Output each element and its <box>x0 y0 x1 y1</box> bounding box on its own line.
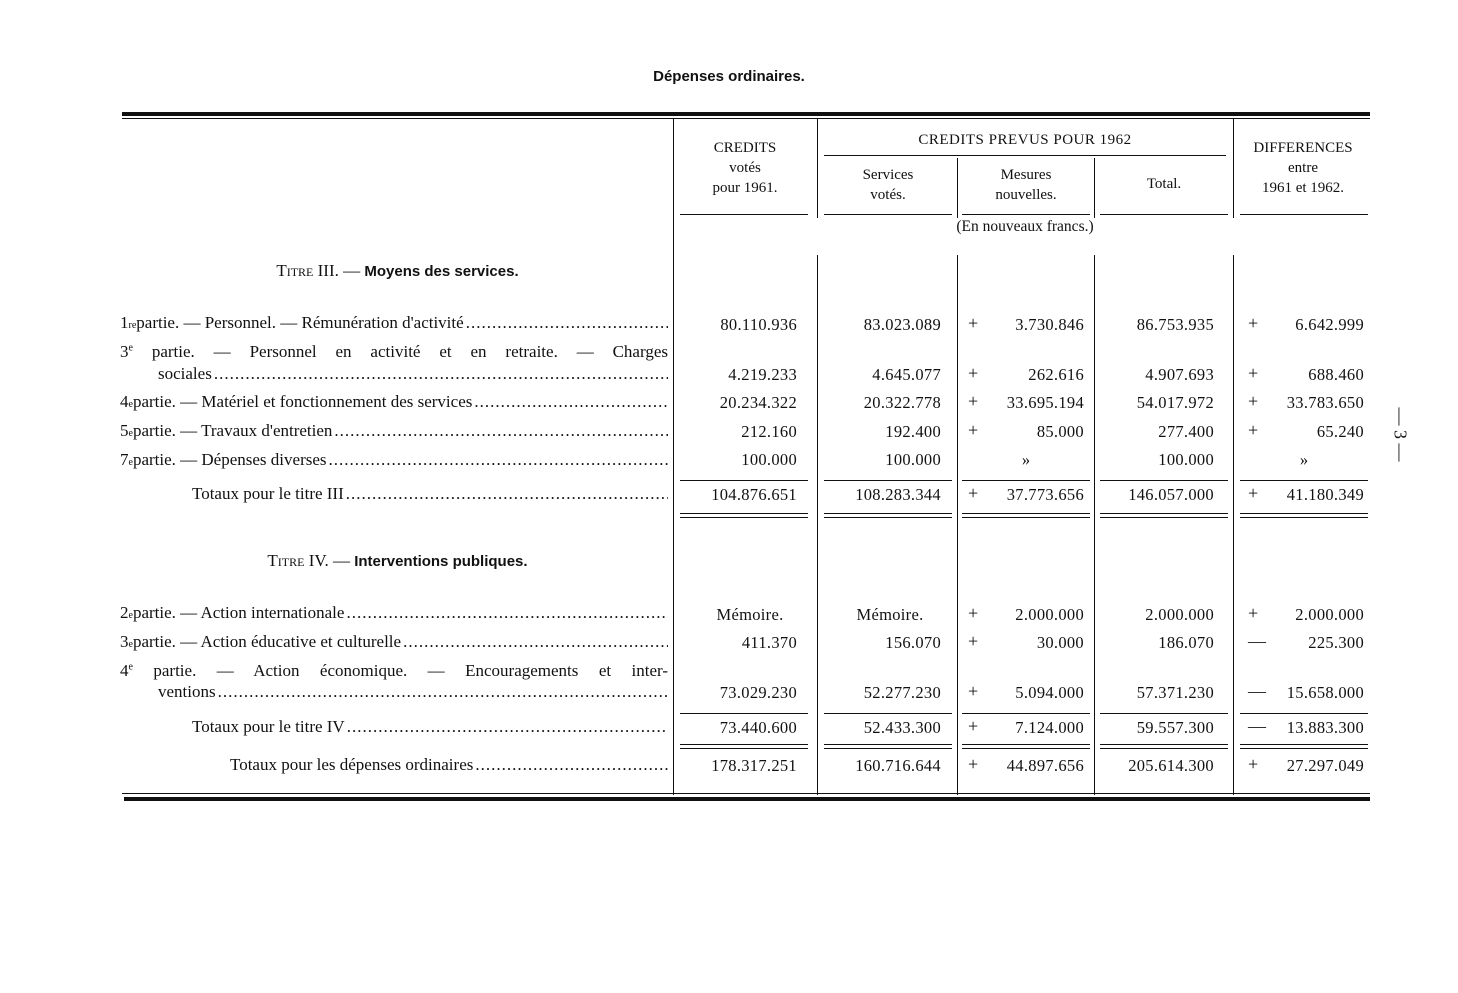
row-label <box>120 632 668 652</box>
row-label-sup: e <box>128 661 133 673</box>
t4-dbl <box>680 748 808 749</box>
t3-dbl <box>824 513 952 514</box>
cell-mesures-sign: + <box>968 483 979 503</box>
cell-mesures-nouvelles: 33.695.194 <box>1006 393 1084 412</box>
cell-total: 4.907.693 <box>1145 365 1214 384</box>
cell-total: 86.753.935 <box>1136 315 1214 334</box>
cell-diff-sign: — <box>1248 631 1266 651</box>
cell-mesures-nouvelles: 37.773.656 <box>1006 485 1084 504</box>
header-underline-5 <box>1240 214 1368 215</box>
row-label-num: 3 <box>120 342 129 361</box>
col-divider-1 <box>673 119 674 795</box>
col-divider-2-top <box>817 119 818 218</box>
row-label-text: partie. — Travaux d'entretien <box>132 421 333 440</box>
cell-diff-sign: + <box>1248 754 1259 774</box>
titre3-name: Moyens des services. <box>364 263 519 280</box>
row-label-text: partie. — Matériel et fonctionnement des services <box>132 392 473 411</box>
cell-credits-1961: 100.000 <box>741 450 797 469</box>
header-underline-3 <box>962 214 1090 215</box>
row-label-text: ventions <box>158 682 216 701</box>
t4-sep <box>1240 713 1368 714</box>
row-label <box>120 421 668 441</box>
row-label-num: 5 <box>120 421 129 440</box>
page-title: Dépenses ordinaires. <box>653 68 805 85</box>
row-label-sup: e <box>128 610 133 621</box>
cell-services-votes: Mémoire. <box>856 605 924 624</box>
t3-dbl <box>680 517 808 518</box>
cell-credits-1961: 212.160 <box>741 422 797 441</box>
header-differences <box>1236 138 1370 198</box>
leader-dots <box>346 603 668 623</box>
cell-mesures-nouvelles: » <box>1021 450 1031 469</box>
cell-total: 146.057.000 <box>1128 485 1214 504</box>
cell-mesures-nouvelles: 44.897.656 <box>1006 756 1084 775</box>
row-label-sup: e <box>128 399 133 410</box>
cell-mesures-nouvelles: 3.730.846 <box>1015 315 1084 334</box>
row-label <box>120 450 668 470</box>
header-credits-1961 <box>680 138 810 198</box>
t3-dbl <box>1100 513 1228 514</box>
cell-total: 100.000 <box>1158 450 1214 469</box>
t4-sep <box>1100 713 1228 714</box>
t4-dbl <box>962 748 1090 749</box>
header-line: DIFFERENCES <box>1253 140 1353 156</box>
cell-mesures-sign: + <box>968 420 979 440</box>
page-number: — 3 — <box>1390 407 1411 462</box>
t4-sep <box>962 713 1090 714</box>
cell-diff-sign: + <box>1248 483 1259 503</box>
t3-sep <box>824 480 952 481</box>
titre4-heading <box>122 551 673 571</box>
row-label-text: partie. — Personnel en activité et en retraite. — Charges <box>132 342 668 361</box>
cell-diff-sign: + <box>1248 313 1259 333</box>
cell-differences: » <box>1299 450 1309 469</box>
header-line: nouvelles. <box>995 187 1057 203</box>
cell-mesures-sign: + <box>968 631 979 651</box>
t3-sep <box>1240 480 1368 481</box>
leader-dots <box>403 632 668 652</box>
cell-mesures-sign: + <box>968 754 979 774</box>
t3-dbl <box>1100 517 1228 518</box>
t3-dbl <box>1240 517 1368 518</box>
row-label-num: 1 <box>120 313 129 332</box>
cell-differences: 225.300 <box>1308 633 1364 652</box>
leader-dots <box>334 421 668 441</box>
leader-dots <box>346 484 668 504</box>
t4-dbl <box>824 748 952 749</box>
row-label-cont <box>158 682 668 702</box>
header-underline-2 <box>824 214 952 215</box>
cell-mesures-sign: + <box>968 391 979 411</box>
cell-credits-1961: 80.110.936 <box>720 315 797 334</box>
header-services-votes <box>820 165 956 205</box>
row-label-sup: e <box>128 639 133 650</box>
row-label-text: sociales <box>158 364 212 383</box>
t4-dbl <box>824 744 952 745</box>
row-label-text: partie. — Action internationale <box>132 603 345 622</box>
titre4-totals-label <box>192 717 668 737</box>
cell-credits-1961: Mémoire. <box>716 605 784 624</box>
leader-dots <box>329 450 668 470</box>
row-label-num: 2 <box>120 603 129 622</box>
table-top-rule <box>122 112 1370 116</box>
table-top-rule-thin <box>122 118 1370 119</box>
header-line: 1961 et 1962. <box>1261 180 1345 196</box>
row-label-cont <box>158 364 668 384</box>
leader-dots <box>218 682 668 702</box>
cell-mesures-sign: + <box>968 313 979 333</box>
row-label-num: 4 <box>120 392 129 411</box>
t4-dbl <box>962 744 1090 745</box>
grand-total-label <box>230 755 668 775</box>
t3-sep <box>962 480 1090 481</box>
cell-total: 59.557.300 <box>1136 718 1214 737</box>
cell-services-votes: 100.000 <box>885 450 941 469</box>
header-underline-4 <box>1100 214 1228 215</box>
row-label-num: 7 <box>120 450 129 469</box>
cell-differences: 65.240 <box>1316 422 1364 441</box>
header-line: entre <box>1288 160 1318 176</box>
cell-mesures-nouvelles: 5.094.000 <box>1015 683 1084 702</box>
cell-credits-1961: 4.219.233 <box>728 365 797 384</box>
row-label-text: Totaux pour le titre III <box>192 484 344 503</box>
row-label-num: 3 <box>120 632 129 651</box>
header-mesures-nouvelles <box>958 165 1094 205</box>
row-label-sup: re <box>128 320 137 331</box>
t4-dbl <box>1240 748 1368 749</box>
t3-dbl <box>680 513 808 514</box>
header-line: CREDITS <box>713 140 777 156</box>
row-label-text: partie. — Action éducative et culturelle <box>132 632 402 651</box>
cell-diff-sign: + <box>1248 363 1259 383</box>
cell-diff-sign: + <box>1248 603 1259 623</box>
t3-dbl <box>824 517 952 518</box>
cell-mesures-nouvelles: 262.616 <box>1028 365 1084 384</box>
row-label <box>120 392 668 412</box>
t3-sep <box>680 480 808 481</box>
cell-differences: 688.460 <box>1308 365 1364 384</box>
header-credits-prevus: CREDITS PREVUS POUR 1962 <box>918 132 1132 148</box>
cell-differences: 15.658.000 <box>1286 683 1364 702</box>
col-divider-3 <box>957 255 958 795</box>
cell-services-votes: 52.277.230 <box>863 683 941 702</box>
header-underline-1 <box>680 214 808 215</box>
cell-mesures-nouvelles: 85.000 <box>1036 422 1084 441</box>
cell-differences: 2.000.000 <box>1295 605 1364 624</box>
cell-credits-1961: 104.876.651 <box>711 485 797 504</box>
header-line: Services <box>862 167 914 183</box>
table-bottom-rule-thin <box>122 793 1370 794</box>
t4-dbl <box>680 744 808 745</box>
header-total: Total. <box>1146 176 1182 192</box>
cell-mesures-nouvelles: 30.000 <box>1036 633 1084 652</box>
cell-differences: 13.883.300 <box>1286 718 1364 737</box>
t3-dbl <box>962 513 1090 514</box>
leader-dots <box>466 313 668 333</box>
header-line: pour 1961. <box>712 180 778 196</box>
cell-mesures-sign: + <box>968 716 979 736</box>
row-label-num: 4 <box>120 661 129 680</box>
cell-differences: 33.783.650 <box>1286 393 1364 412</box>
cell-services-votes: 108.283.344 <box>855 485 941 504</box>
credits-prevus-underline <box>824 155 1226 156</box>
row-label-sup: e <box>128 457 133 468</box>
row-label-text: partie. — Action économique. — Encouragements et inter- <box>132 661 668 680</box>
cell-services-votes: 4.645.077 <box>872 365 941 384</box>
cell-credits-1961: 178.317.251 <box>711 756 797 775</box>
row-label-text: partie. — Dépenses diverses <box>132 450 327 469</box>
cell-credits-1961: 411.370 <box>741 633 797 652</box>
row-label-text: partie. — Personnel. — Rémunération d'activité <box>136 313 464 332</box>
titre4-name: Interventions publiques. <box>354 553 528 570</box>
cell-credits-1961: 73.029.230 <box>719 683 797 702</box>
titre3-heading <box>122 261 673 281</box>
titre3-prefix: Titre III. — <box>276 261 361 280</box>
cell-mesures-sign: + <box>968 681 979 701</box>
row-label <box>120 603 668 623</box>
t3-sep <box>1100 480 1228 481</box>
leader-dots <box>474 392 668 412</box>
leader-dots <box>214 364 668 384</box>
col-divider-5-top <box>1233 119 1234 218</box>
cell-diff-sign: — <box>1248 716 1266 736</box>
row-label-sup: e <box>128 428 133 439</box>
t4-dbl <box>1100 744 1228 745</box>
cell-services-votes: 52.433.300 <box>863 718 941 737</box>
t3-dbl <box>962 517 1090 518</box>
t3-dbl <box>1240 513 1368 514</box>
header-units: (En nouveaux francs.) <box>956 218 1094 235</box>
cell-mesures-nouvelles: 2.000.000 <box>1015 605 1084 624</box>
cell-services-votes: 156.070 <box>885 633 941 652</box>
cell-mesures-nouvelles: 7.124.000 <box>1015 718 1084 737</box>
t4-dbl <box>1240 744 1368 745</box>
row-label <box>120 313 668 333</box>
t4-sep <box>680 713 808 714</box>
cell-total: 2.000.000 <box>1145 605 1214 624</box>
cell-differences: 27.297.049 <box>1286 756 1364 775</box>
col-divider-5 <box>1233 255 1234 795</box>
cell-total: 57.371.230 <box>1136 683 1214 702</box>
table-bottom-rule <box>124 797 1370 801</box>
row-label <box>120 342 668 362</box>
t4-dbl <box>1100 748 1228 749</box>
header-line: Mesures <box>1000 167 1052 183</box>
t4-sep <box>824 713 952 714</box>
col-divider-4 <box>1094 255 1095 795</box>
cell-total: 205.614.300 <box>1128 756 1214 775</box>
cell-total: 277.400 <box>1158 422 1214 441</box>
row-label-sup: e <box>128 342 133 354</box>
leader-dots <box>347 717 668 737</box>
titre3-totals-label <box>192 484 668 504</box>
cell-services-votes: 83.023.089 <box>863 315 941 334</box>
row-label-text: Totaux pour le titre IV <box>192 717 345 736</box>
header-line: votés. <box>870 187 906 203</box>
cell-services-votes: 160.716.644 <box>855 756 941 775</box>
cell-credits-1961: 73.440.600 <box>719 718 797 737</box>
cell-credits-1961: 20.234.322 <box>719 393 797 412</box>
cell-diff-sign: + <box>1248 391 1259 411</box>
leader-dots <box>475 755 668 775</box>
cell-differences: 41.180.349 <box>1286 485 1364 504</box>
cell-mesures-sign: + <box>968 363 979 383</box>
cell-diff-sign: — <box>1248 681 1266 701</box>
row-label <box>120 661 668 681</box>
cell-total: 54.017.972 <box>1136 393 1214 412</box>
cell-diff-sign: + <box>1248 420 1259 440</box>
cell-services-votes: 192.400 <box>885 422 941 441</box>
header-line: votés <box>729 160 761 176</box>
cell-total: 186.070 <box>1158 633 1214 652</box>
cell-mesures-sign: + <box>968 603 979 623</box>
col-divider-2 <box>817 255 818 795</box>
cell-differences: 6.642.999 <box>1295 315 1364 334</box>
row-label-text: Totaux pour les dépenses ordinaires <box>230 755 474 774</box>
cell-services-votes: 20.322.778 <box>863 393 941 412</box>
titre4-prefix: Titre IV. — <box>267 551 350 570</box>
